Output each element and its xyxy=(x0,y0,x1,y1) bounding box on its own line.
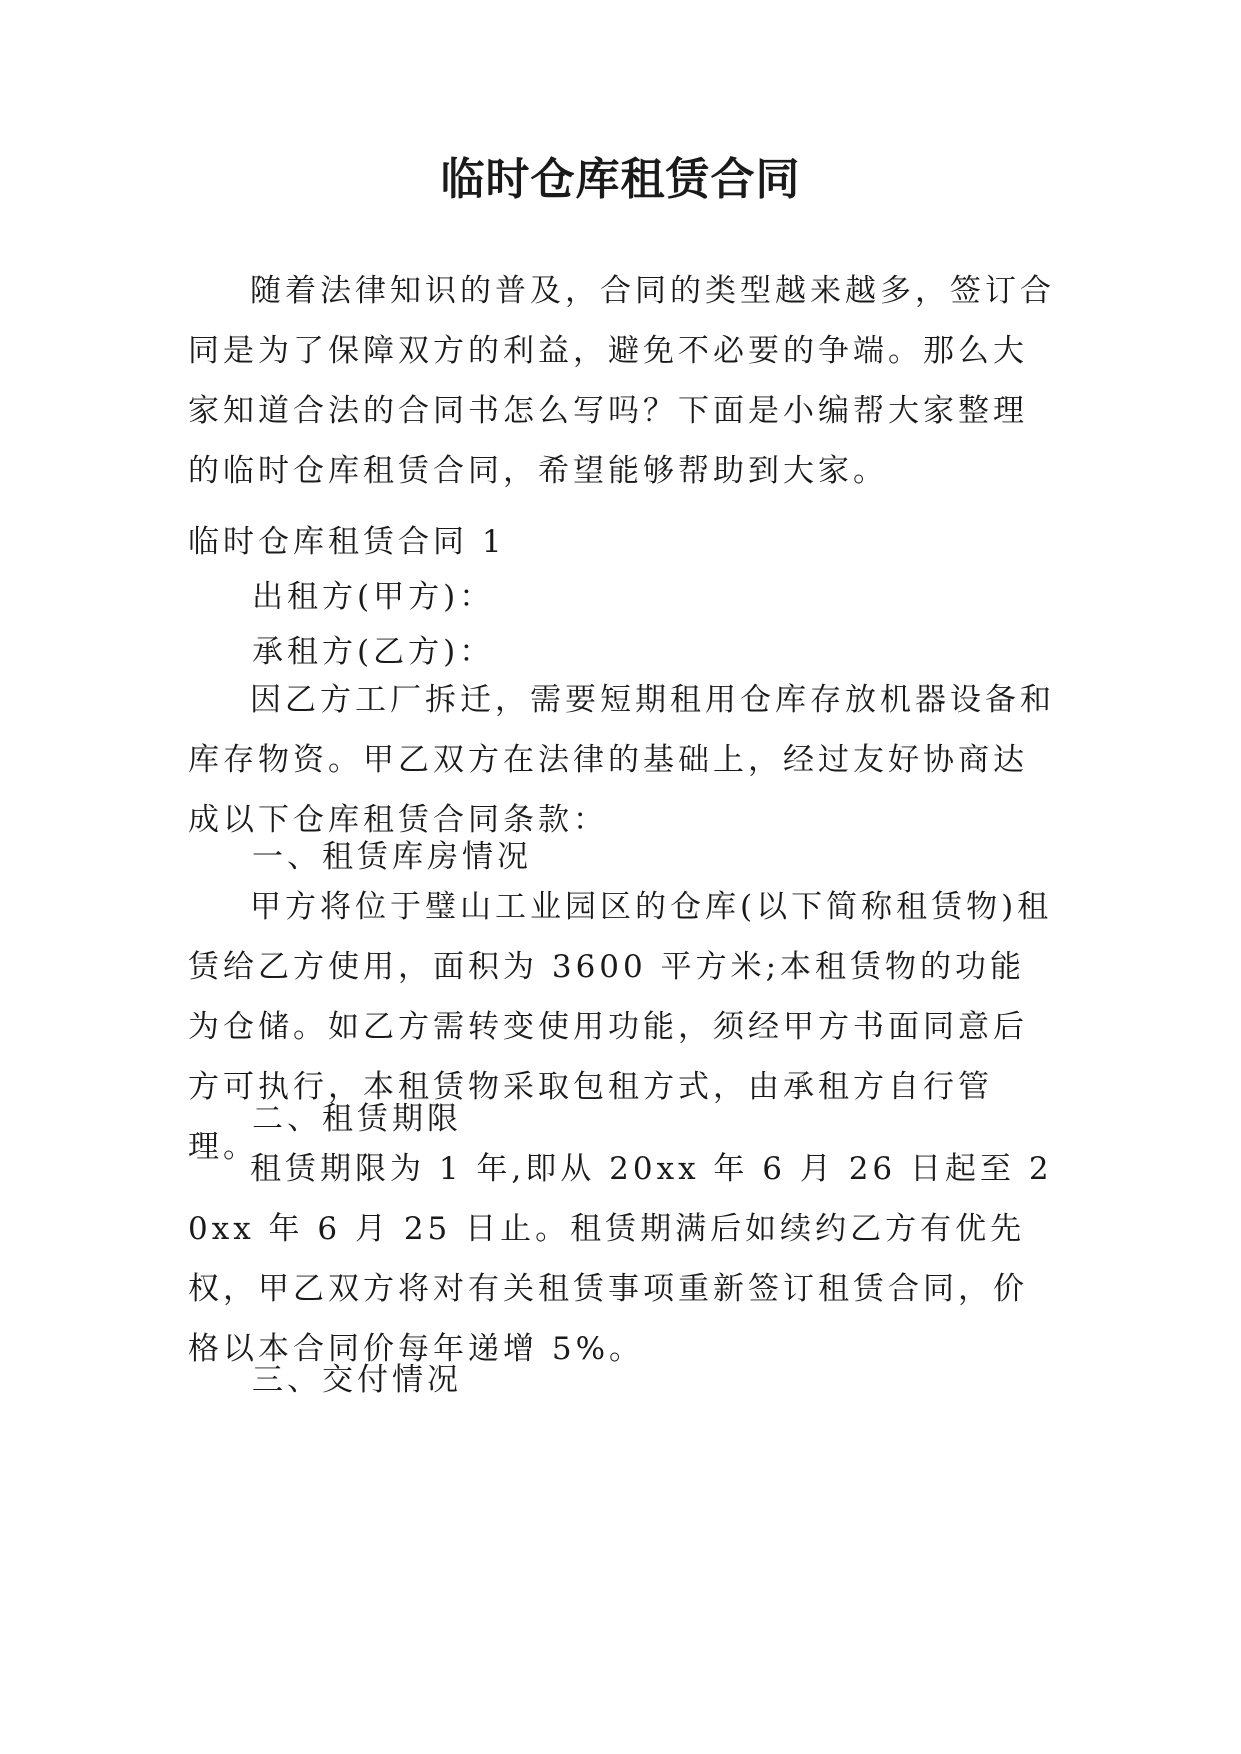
clause1-body: 甲方将位于璧山工业园区的仓库(以下简称租赁物)租赁给乙方使用，面积为 3600 平方米;本租赁物的功能为仓储。如乙方需转变使用功能，须经甲方书面同意后方可执行，本租赁物采取包租方式，由承租方自行管理。 xyxy=(188,889,1053,1165)
party-a-label: 出租方(甲方)： xyxy=(252,579,495,615)
clause2-title: 二、租赁期限 xyxy=(252,1101,462,1137)
party-b-label: 承租方(乙方)： xyxy=(252,634,495,670)
intro-paragraph: 随着法律知识的普及，合同的类型越来越多，签订合同是为了保障双方的利益，避免不必要的争端。那么大家知道合法的合同书怎么写吗？下面是小编帮大家整理的临时仓库租赁合同，希望能够帮助到大家。 xyxy=(188,273,1055,489)
document-title: 临时仓库租赁合同 xyxy=(440,154,801,205)
clause1-title: 一、租赁库房情况 xyxy=(252,839,532,875)
clause3-title: 三、交付情况 xyxy=(252,1362,462,1398)
section-heading: 临时仓库租赁合同 1 xyxy=(188,524,506,560)
preamble-paragraph: 因乙方工厂拆迁，需要短期租用仓库存放机器设备和库存物资。甲乙双方在法律的基础上，经过友好协商达成以下仓库租赁合同条款： xyxy=(188,682,1055,838)
clause2-body: 租赁期限为 1 年,即从 20xx 年 6 月 26 日起至 20xx 年 6 月 25 日止。租赁期满后如续约乙方有优先权，甲乙双方将对有关租赁事项重新签订租赁合同，价格以本合同价每年递增 5%。 xyxy=(188,1151,1053,1367)
